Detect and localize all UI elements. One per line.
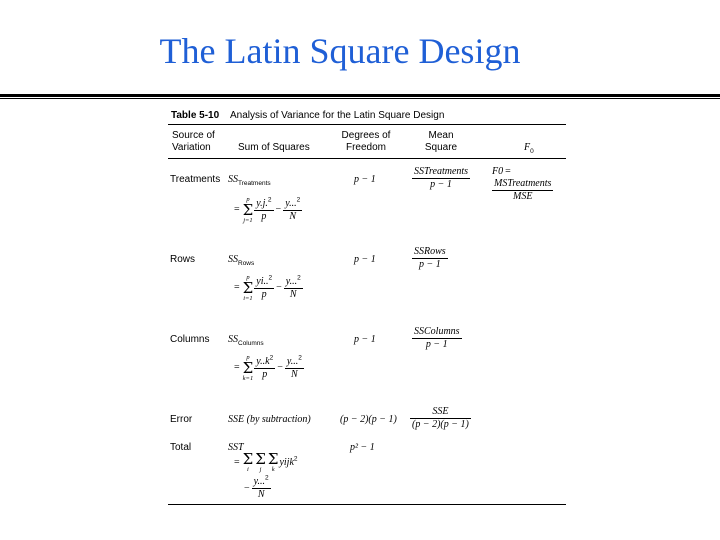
df-total: p² − 1 (350, 442, 375, 453)
ss-treatments-name: $SS_{Treatments}$ (228, 174, 271, 187)
df-error: (p − 2)(p − 1) (340, 414, 397, 425)
ss-total-grand: − $\frac{y...^2}{N}$ (244, 474, 269, 500)
row-source-error: Error (170, 414, 193, 425)
ms-treatments: $\frac{\text{SSTreatments}}{p - 1}$ (414, 166, 469, 190)
table-label: Table 5-10 (171, 110, 220, 121)
table-bottom-rule (168, 504, 566, 505)
header-df (332, 130, 400, 154)
header-ms (414, 130, 468, 154)
ss-columns-name: $SS_{Columns}$ (228, 334, 264, 347)
row-source-columns: Columns (170, 334, 210, 345)
ss-rows-formula: = p Σ i=1 $\frac{yi..^2}{p}$ − $\frac{y...^2}{N}$ (234, 274, 301, 302)
header-df-line1: Degrees of (341, 130, 391, 141)
header-f0: $F_0$ (524, 142, 534, 155)
header-source-line1: Source of (172, 130, 215, 141)
header-ms-line1: Mean (428, 130, 454, 141)
ss-treatments-formula: = p Σ j=1 $\frac{y.j.^2}{p}$ − $\frac{y...^2}{N}$ (234, 196, 301, 224)
f0-treatments: F0 = $\frac{\text{MSTreatments}}{\text{MSE}}$ (492, 166, 552, 202)
ms-error: $\frac{\text{SSE}}{(p - 2)(p - 1)}$ (412, 406, 469, 430)
title-rule (0, 94, 720, 97)
title-rule-thin (0, 98, 720, 99)
header-rule-bottom (168, 158, 566, 159)
header-ss: Sum of Squares (238, 142, 310, 153)
header-ms-line2: Square (424, 142, 458, 153)
slide-title: The Latin Square Design (159, 31, 521, 71)
header-df-line2: Freedom (345, 142, 386, 153)
header-rule-top (168, 124, 566, 125)
table-caption-text: Analysis of Variance for the Latin Square Design (230, 110, 445, 121)
row-source-treatments: Treatments (170, 174, 221, 185)
ss-total-formula: = Σ i Σ j Σ k yijk$^2$ (234, 450, 298, 473)
table-caption (168, 108, 566, 122)
row-source-rows: Rows (170, 254, 196, 265)
header-source-line2: Variation (172, 142, 211, 153)
df-rows: p − 1 (354, 254, 376, 265)
ss-total-name: SST (228, 442, 244, 453)
header-source (172, 130, 215, 154)
row-source-total: Total (170, 442, 192, 453)
df-treatments: p − 1 (354, 174, 376, 185)
ss-error: SSE (by subtraction) (228, 414, 311, 425)
ss-columns-formula: = p Σ k=1 $\frac{y..k^2}{p}$ − $\frac{y...^2}{N}$ (234, 354, 302, 382)
ms-columns: $\frac{\text{SSColumns}}{p - 1}$ (414, 326, 460, 350)
ss-rows-name: $SS_{Rows}$ (228, 254, 255, 267)
df-columns: p − 1 (354, 334, 376, 345)
ms-rows: $\frac{\text{SSRows}}{p - 1}$ (414, 246, 446, 270)
